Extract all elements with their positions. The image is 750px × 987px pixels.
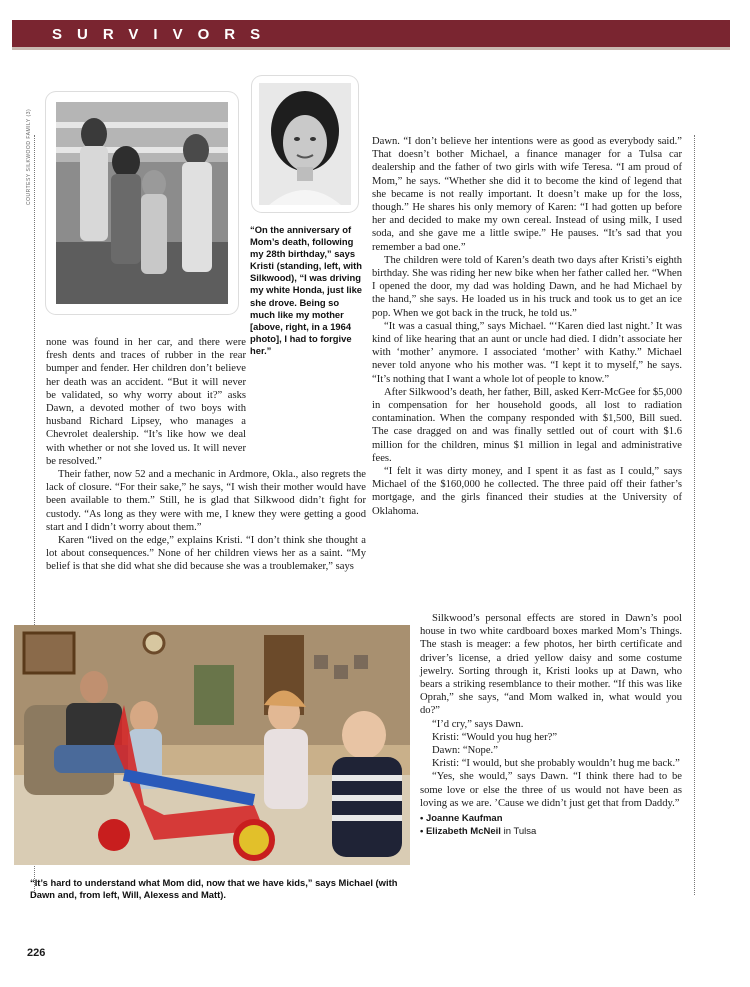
lower-paragraph-6: “Yes, she would,” says Dawn. “I think there had to be some love or else the three of us would not have been as loving as we are. ’Cause we didn’t just get that from Daddy.” <box>420 771 682 809</box>
left-paragraph-1: none was found in her car, and there were fresh dents and traces of rubber in the rear bumper and fender. Her children don’t believe her death was an accident. “But it will never be validated, so why worry about it?” asks Dawn, a devoted mother of two boys with husband Richard Lipsey, who manages a Chevrolet dealership. “It’s like how we deal with whether or not she loved us. It will never be resolved.” <box>46 337 246 467</box>
left-paragraph-2: Their father, now 52 and a mechanic in Ardmore, Okla., also regrets the lack of closure. “For their sake,” he says, “I wish their mother would have been available to them.” Still, he is glad that Silkwood didn’t fight for custody. “As long as they were with me, I knew they were getting a good start and I didn’t worry about them.” <box>46 469 366 533</box>
vintage-children-image <box>56 102 228 304</box>
left-paragraph-3: Karen “lived on the edge,” explains Kristi. “I don’t think she thought a lot about consequences.” None of her children views her as a saint. “My belief is that she did what she did because she was a troublemaker,” says <box>46 535 366 573</box>
section-banner <box>12 20 730 50</box>
lower-paragraph-4: Dawn: “Nope.” <box>432 745 498 757</box>
right-paragraph-2: The children were told of Karen’s death two days after Kristi’s eighth birthday. She was riding her new bike when her father called her. “When I opened the door, my dad was holding Dawn, and he had Michael by the hand,” she says. He loaded us in his truck and took us to get an ice pop. When we got back in the truck, he told us.” <box>372 254 682 319</box>
byline-block <box>420 812 682 838</box>
photo-caption-kristi: “On the anniversary of Mom’s death, following my 28th birthday,” says Kristi (standing, left, with Silkwood), “I was driving my white Honda, just like she drove. Being so much like my mother [above, right, in a 1964 photo], I had to forgive her.” <box>250 224 363 356</box>
byline-mcneil: • Elizabeth McNeil in Tulsa <box>420 826 537 838</box>
section-title: SURVIVORS <box>52 26 276 43</box>
photo-credit: COURTESY SILKWOOD FAMILY (3) <box>26 108 32 205</box>
photo-caption-michael: “It’s hard to understand what Mom did, now that we have kids,” says Michael (with Dawn and, from left, Will, Alexess and Matt). <box>30 877 398 900</box>
family-image <box>14 625 410 865</box>
lower-paragraph-2: “I’d cry,” says Dawn. <box>432 718 524 730</box>
right-paragraph-3: “It was a casual thing,” says Michael. “‘Karen died last night.’ It was kind of like hearing that an aunt or uncle had died. I didn’t associate her with ‘mother’ anymore. I associated ‘mother’ with Kathy.” Michael never told anyone who his mother was. “I kept it to myself,” he says. “It’s nothing that I want a whole lot of people to know.” <box>372 320 682 385</box>
byline-kaufman: • Joanne Kaufman <box>420 813 503 825</box>
mother-portrait-image <box>259 83 351 205</box>
right-paragraph-5: “I felt it was dirty money, and I spent it as fast as I could,” says Michael of the $160,000 he collected. The three paid off their father’s mortgage, and the girls financed their studies at the University of Oklahoma. <box>372 466 682 517</box>
mother-portrait-photo <box>252 76 358 212</box>
lower-paragraph-1: Silkwood’s personal effects are stored in Dawn’s pool house in two white cardboard boxes marked Mom’s Things. The stash is meager: a few photos, her birth certificate and driver’s license, a dried yellow daisy and some costume jewelry. Sorting through it, Kristi looks up at Dawn, who bears a striking resemblance to their mother. “If this was like Oprah,” she says, “and Mom walked in, what would you do?” <box>420 613 682 717</box>
lower-right-column <box>420 612 682 838</box>
vintage-children-photo <box>46 92 238 314</box>
right-paragraph-1: Dawn. “I don’t believe her intentions were as good as everybody said.” That doesn’t bother Michael, a finance manager for a Tulsa car dealership and the father of two girls with wife Teresa. “I am proud of Mom,” he says. “Whether she did it to become the kind of legend that she became is not really important. It doesn’t make up for the loss, though.” He shares his only memory of Karen: “I had gotten up before her and decided to make my own cereal. Instead of using milk, I used soda, and she gave me a little swipe.” He pauses. “It’s sad that you remember a bad one.” <box>372 136 682 253</box>
left-column <box>46 336 366 574</box>
lower-paragraph-5: Kristi: “I would, but she probably wouldn’t hug me back.” <box>432 758 680 770</box>
page-number: 226 <box>27 947 46 959</box>
right-dotted-rule <box>694 135 695 895</box>
lower-paragraph-3: Kristi: “Would you hug her?” <box>432 731 558 743</box>
right-column <box>372 135 682 518</box>
family-photo <box>14 625 410 865</box>
right-paragraph-4: After Silkwood’s death, her father, Bill, asked Kerr-McGee for $5,000 in compensation for her household goods, all lost to radiation contamination. When the company responded with $1,500, Bill sued. The case dragged on and was finally settled out of court with $1.6 million for the children, minus $1 million in legal and administrative fees. <box>372 386 682 464</box>
